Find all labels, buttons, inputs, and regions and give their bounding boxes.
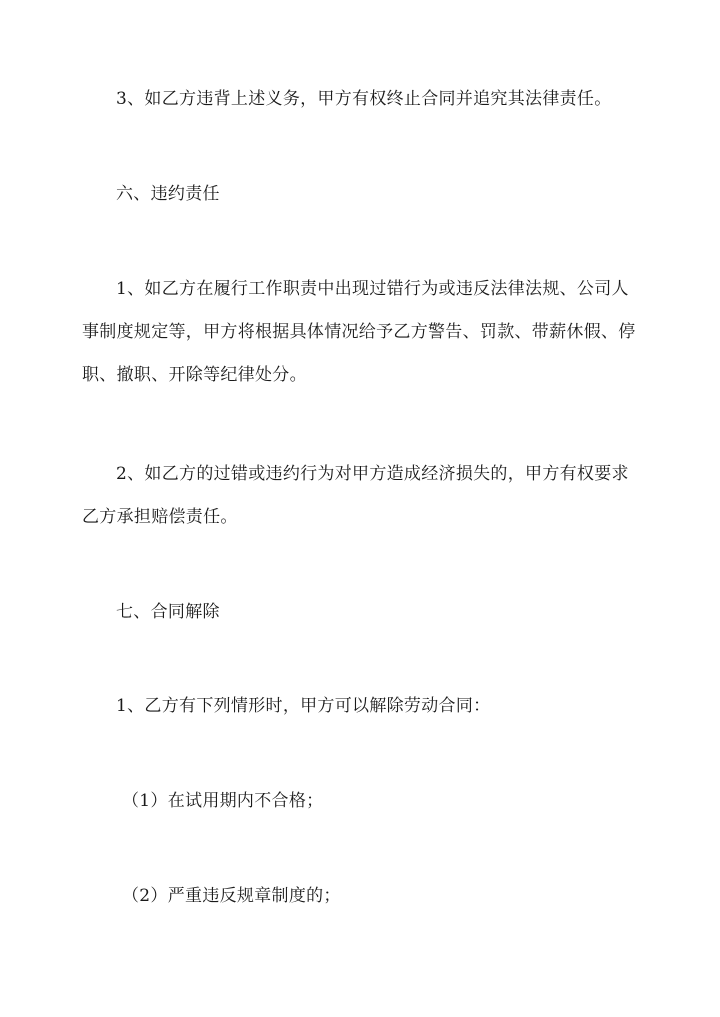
section-heading-text: 七、合同解除: [116, 602, 220, 622]
paragraph-line: 2、如乙方的过错或违约行为对甲方造成经济损失的，甲方有权要求: [116, 464, 629, 484]
paragraph-line: 事制度规定等，甲方将根据具体情况给予乙方警告、罚款、带薪休假、停: [82, 322, 636, 342]
section-heading-contract-termination: [82, 591, 642, 634]
list-item-text: （1）在试用期内不合格；: [122, 791, 324, 811]
paragraph-line: 1、乙方有下列情形时，甲方可以解除劳动合同：: [116, 696, 491, 716]
paragraph-obligation-3: [82, 78, 642, 121]
paragraph-line: 乙方承担赔偿责任。: [82, 507, 238, 527]
paragraph-line: 3、如乙方违背上述义务，甲方有权终止合同并追究其法律责任。: [116, 89, 612, 109]
paragraph-line: 1、如乙方在履行工作职责中出现过错行为或违反法律法规、公司人: [116, 279, 629, 299]
list-item-probation: [82, 780, 642, 823]
section-heading-text: 六、违约责任: [116, 184, 220, 204]
paragraph-termination-1: [82, 685, 642, 728]
list-item-text: （2）严重违反规章制度的；: [122, 886, 341, 906]
paragraph-line: 职、撤职、开除等纪律处分。: [82, 365, 307, 385]
section-heading-breach-liability: [82, 173, 642, 216]
paragraph-breach-1: [82, 268, 642, 397]
paragraph-breach-2: [82, 453, 642, 539]
list-item-serious-violation: [82, 875, 642, 918]
